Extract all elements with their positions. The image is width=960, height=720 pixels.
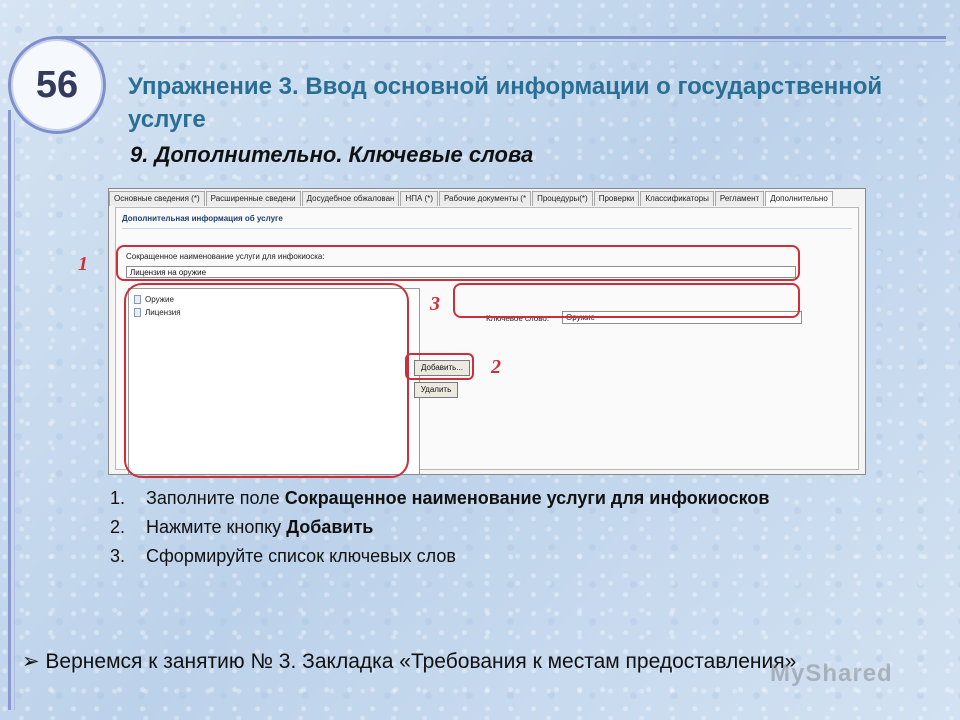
- frame-top-line-thin: [60, 41, 946, 42]
- delete-button[interactable]: Удалить: [414, 382, 458, 398]
- step-plain-text: Заполните поле: [146, 488, 285, 508]
- tab-extended[interactable]: Расширенные сведени: [206, 191, 301, 206]
- callout-box-add-button: [405, 353, 474, 380]
- step-plain-text: Сформируйте список ключевых слов: [146, 546, 456, 566]
- tab-procedures[interactable]: Процедуры(*): [532, 191, 593, 206]
- tab-work-docs[interactable]: Рабочие документы (*: [439, 191, 531, 206]
- keyword-input[interactable]: Оружие: [562, 311, 802, 324]
- keyword-item-label: Оружие: [145, 295, 174, 304]
- callout-number-1: 1: [78, 253, 88, 275]
- tab-checks[interactable]: Проверки: [594, 191, 640, 206]
- callout-box-keyword-list: [124, 283, 409, 478]
- short-name-input[interactable]: Лицензия на оружие: [126, 266, 796, 278]
- tab-npa[interactable]: НПА (*): [400, 191, 438, 206]
- step-text: [146, 542, 456, 571]
- keyword-label: Ключевое слово:: [486, 314, 550, 323]
- callout-number-2: 2: [491, 356, 501, 378]
- callout-box-keyword-field: [453, 283, 800, 318]
- callout-box-short-name: [116, 245, 800, 281]
- frame-left-line: [8, 110, 11, 710]
- tab-basic[interactable]: Основные сведения (*): [109, 191, 205, 206]
- list-item: [110, 513, 850, 542]
- slide-number: 56: [35, 63, 79, 106]
- list-item: [110, 542, 850, 571]
- short-name-label: Сокращенное наименование услуги для инфокиоска:: [126, 252, 325, 261]
- step-bold-text: Сокращенное наименование услуги для инфокиосков: [284, 488, 770, 508]
- step-text: [146, 484, 769, 513]
- step-number: 1.: [110, 488, 126, 508]
- step-number: 3.: [110, 546, 126, 566]
- step-text: [146, 513, 373, 542]
- step-plain-text: Нажмите кнопку: [146, 517, 287, 537]
- instruction-list: [110, 484, 850, 571]
- tab-regulation[interactable]: Регламент: [715, 191, 764, 206]
- footer-note: ➢ Вернемся к занятию № 3. Закладка «Требования к местам предоставления»: [22, 650, 797, 673]
- tab-additional[interactable]: Дополнительно: [765, 191, 833, 206]
- slide-subtitle: 9. Дополнительно. Ключевые слова: [130, 142, 534, 167]
- slide-number-badge: [8, 36, 106, 134]
- tab-classifiers[interactable]: Классификаторы: [640, 191, 713, 206]
- step-number: 2.: [110, 517, 126, 537]
- frame-left-line-thin: [14, 120, 15, 710]
- tab-bar: [109, 191, 834, 207]
- step-bold-text: Добавить: [286, 517, 374, 537]
- frame-top-line: [60, 36, 946, 39]
- watermark-logo: MyShared: [770, 660, 893, 687]
- list-item: [110, 484, 850, 513]
- add-button[interactable]: Добавить...: [414, 360, 470, 376]
- keyword-item-label: Лицензия: [145, 308, 181, 317]
- slide-title: Упражнение 3. Ввод основной информации о государственной услуге: [128, 73, 883, 133]
- section-title: Дополнительная информация об услуге: [122, 214, 852, 229]
- callout-number-3: 3: [430, 293, 440, 315]
- tab-appeal[interactable]: Досудебное обжалован: [302, 191, 400, 206]
